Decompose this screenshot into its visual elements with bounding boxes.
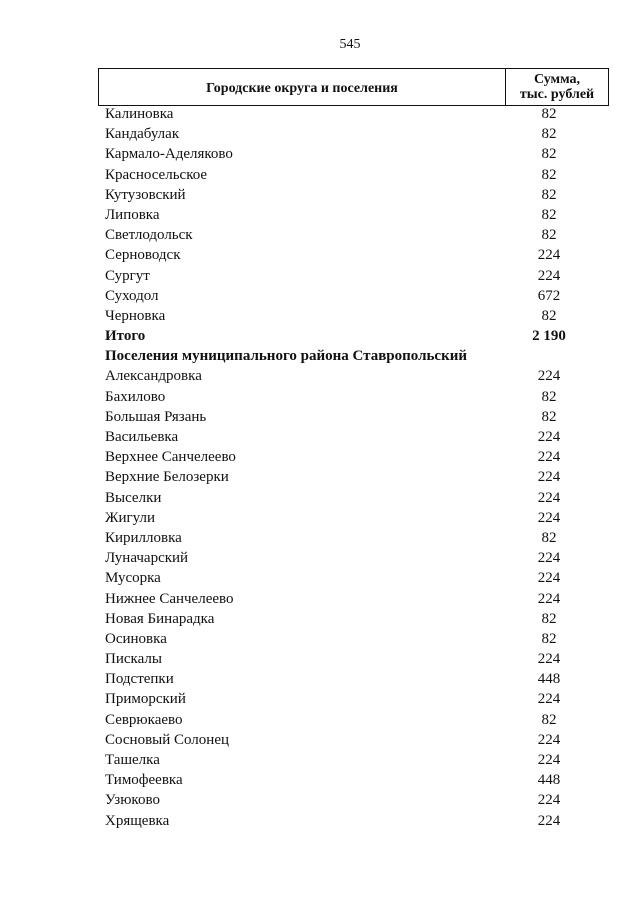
table-row [105, 710, 585, 730]
row-value: 82 [541, 529, 557, 546]
row-value: 224 [537, 691, 561, 708]
row-name: Хрящевка [105, 812, 170, 829]
row-value: 82 [541, 630, 557, 647]
row-value: 224 [537, 651, 561, 668]
table-row [105, 447, 585, 467]
table-row [105, 508, 585, 528]
table-row [105, 589, 585, 609]
row-name: Кирилловка [105, 529, 182, 546]
row-name: Кандабулак [105, 126, 180, 143]
table-row [105, 407, 585, 427]
table-row [105, 730, 585, 750]
row-name: Бахилово [105, 388, 166, 405]
row-name: Поселения муниципального района Ставропольский [105, 348, 468, 365]
row-value: 448 [537, 772, 561, 789]
row-name: Верхние Белозерки [105, 469, 229, 486]
table-row [105, 245, 585, 265]
row-value: 82 [541, 307, 557, 324]
row-name: Васильевка [105, 429, 179, 445]
row-name: Калиновка [105, 106, 174, 122]
row-value: 224 [537, 247, 561, 264]
row-value: 82 [541, 206, 557, 223]
table-row [105, 689, 585, 709]
row-name: Липовка [105, 206, 160, 223]
table-row [105, 609, 585, 629]
row-name: Жигули [105, 509, 155, 526]
row-value: 224 [537, 267, 561, 284]
table-row [105, 185, 585, 205]
table-row [105, 326, 585, 346]
table-row [105, 488, 585, 508]
row-name: Верхнее Санчелеево [105, 449, 236, 466]
row-value: 224 [537, 509, 561, 526]
row-value: 82 [541, 106, 557, 122]
table-row [105, 366, 585, 386]
row-value: 224 [537, 429, 561, 445]
row-name: Ташелка [105, 752, 160, 768]
row-value: 224 [537, 489, 561, 506]
row-name: Кармало-Аделяково [105, 146, 233, 163]
row-value: 82 [541, 711, 557, 728]
row-name: Кутузовский [105, 186, 186, 203]
row-name: Нижнее Санчелеево [105, 590, 234, 607]
row-name: Подстепки [105, 671, 174, 688]
table-row [105, 669, 585, 689]
row-name: Севрюкаево [105, 711, 183, 728]
row-name: Приморский [105, 691, 186, 708]
row-value: 82 [541, 408, 557, 425]
row-value: 224 [537, 449, 561, 466]
table-row [105, 629, 585, 649]
row-name: Мусорка [105, 570, 161, 587]
row-name: Новая Бинарадка [105, 610, 215, 627]
table-row [105, 346, 585, 366]
row-value: 224 [537, 550, 561, 567]
row-name: Итого [105, 328, 146, 345]
table-row [105, 306, 585, 326]
row-value: 224 [537, 752, 561, 768]
table-row [105, 205, 585, 225]
table-row [105, 286, 585, 306]
row-value: 224 [537, 570, 561, 587]
row-name: Узюково [105, 792, 160, 809]
table-row [105, 467, 585, 487]
table-row [105, 790, 585, 810]
page-number: 545 [339, 37, 361, 52]
row-value: 82 [541, 126, 557, 143]
row-name: Красносельское [105, 166, 208, 183]
row-value: 2 190 [532, 328, 566, 345]
table-row [105, 104, 585, 124]
table-row [105, 144, 585, 164]
row-name: Суходол [105, 287, 159, 304]
row-name: Светлодольск [105, 227, 193, 244]
table-row [105, 124, 585, 144]
table-row [105, 568, 585, 588]
table-row [105, 649, 585, 669]
table-body [105, 104, 585, 831]
row-value: 82 [541, 227, 557, 244]
row-value: 224 [537, 812, 561, 829]
header-sum-line1: Сумма, [533, 72, 581, 87]
row-name: Выселки [105, 489, 162, 506]
table-row [105, 528, 585, 548]
row-value: 82 [541, 610, 557, 627]
table-row [105, 387, 585, 407]
row-name: Сургут [105, 267, 150, 284]
row-name: Луначарский [105, 550, 189, 567]
row-name: Сосновый Солонец [105, 731, 230, 748]
row-name: Черновка [105, 307, 166, 324]
row-value: 224 [537, 590, 561, 607]
row-value: 82 [541, 388, 557, 405]
table-row [105, 225, 585, 245]
header-sum-column [505, 69, 608, 105]
table-row [105, 165, 585, 185]
row-value: 672 [537, 287, 561, 304]
row-value: 448 [537, 671, 561, 688]
table-row [105, 770, 585, 790]
row-value: 224 [537, 469, 561, 486]
row-name: Тимофеевка [105, 772, 183, 789]
row-value: 224 [537, 731, 561, 748]
row-name: Серноводск [105, 247, 181, 264]
row-name: Александровка [105, 368, 202, 385]
row-name: Большая Рязань [105, 408, 207, 425]
row-value: 224 [537, 792, 561, 809]
table-row [105, 548, 585, 568]
header-name-column: Городские округа и поселения [206, 80, 398, 96]
row-value: 82 [541, 146, 557, 163]
table-row [105, 266, 585, 286]
row-value: 82 [541, 166, 557, 183]
row-name: Осиновка [105, 630, 167, 647]
table-row [105, 750, 585, 770]
row-value: 224 [537, 368, 561, 385]
table-row [105, 427, 585, 447]
table-header [98, 68, 609, 106]
row-name: Пискалы [105, 651, 162, 668]
header-sum-line2: тыс. рублей [519, 87, 595, 102]
row-value: 82 [541, 186, 557, 203]
table-row [105, 811, 585, 831]
